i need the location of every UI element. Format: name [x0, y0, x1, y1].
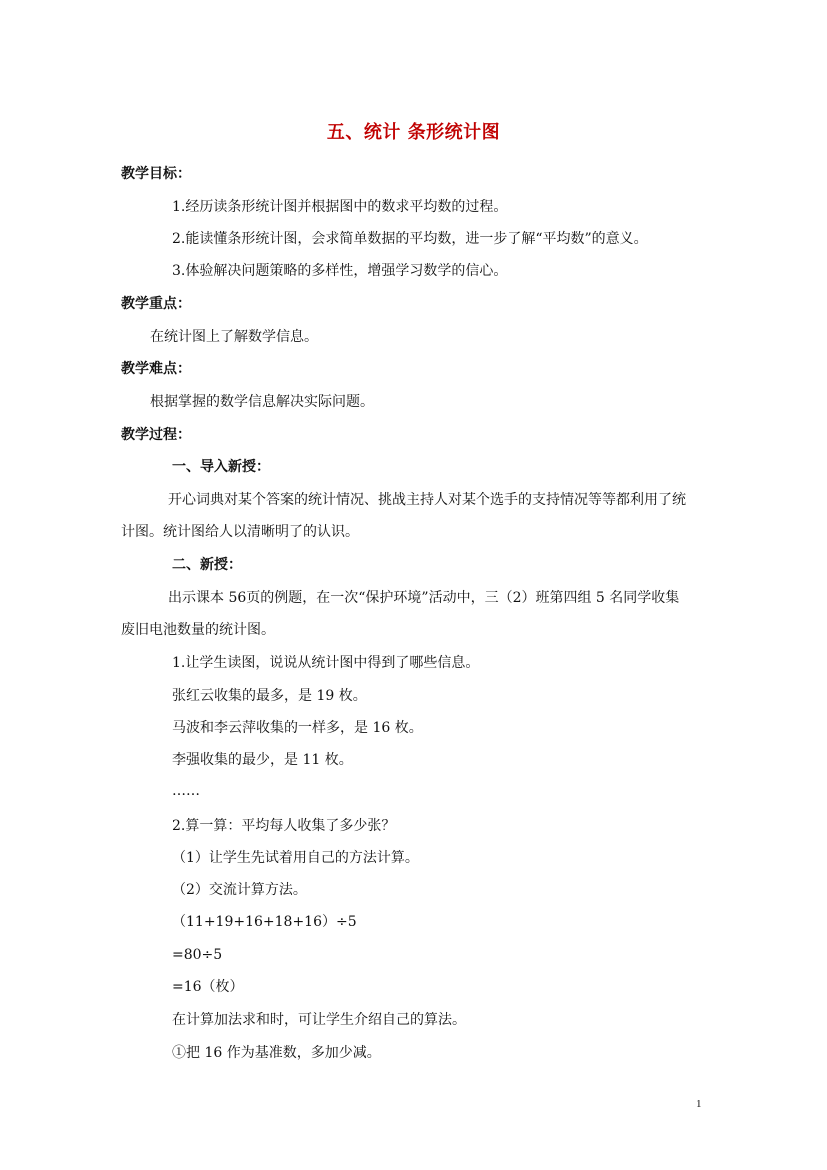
sub-step-1: （1）让学生先试着用自己的方法计算。: [172, 850, 419, 866]
info-line-3: 李强收集的最少，是 11 枚。: [172, 752, 353, 768]
calculation-line-3: =16（枚）: [172, 979, 244, 995]
section-1-heading: 一、导入新授：: [172, 459, 270, 475]
note-text: 在计算加法求和时，可让学生介绍自己的算法。: [172, 1012, 466, 1028]
objective-item-1: 1.经历读条形统计图并根据图中的数求平均数的过程。: [172, 199, 508, 215]
ellipsis-text: ……: [172, 783, 200, 799]
calculation-line-2: =80÷5: [172, 947, 223, 963]
step-2-text: 2.算一算：平均每人收集了多少张？: [172, 818, 396, 834]
objective-item-3: 3.体验解决问题策略的多样性，增强学习数学的信心。: [172, 263, 508, 279]
process-heading: 教学过程：: [121, 427, 191, 443]
page-number: 1: [696, 1098, 702, 1110]
section-2-paragraph-line-1: 出示课本 56页的例题，在一次“保护环境”活动中，三（2）班第四组 5 名同学收集: [168, 590, 680, 606]
sub-step-2: （2）交流计算方法。: [172, 882, 307, 898]
objective-item-2: 2.能读懂条形统计图，会求简单数据的平均数，进一步了解“平均数”的意义。: [172, 231, 648, 247]
section-1-paragraph-line-2: 计图。统计图给人以清晰明了的认识。: [121, 524, 359, 540]
section-2-paragraph-line-2: 废旧电池数量的统计图。: [121, 622, 275, 638]
key-points-text: 在统计图上了解数学信息。: [150, 329, 318, 345]
key-points-heading: 教学重点：: [121, 296, 191, 312]
calculation-line-1: （11+19+16+18+16）÷5: [172, 914, 357, 930]
section-2-heading: 二、新授：: [172, 557, 242, 573]
objectives-heading: 教学目标：: [121, 166, 191, 182]
info-line-1: 张红云收集的最多，是 19 枚。: [172, 688, 367, 704]
difficulties-heading: 教学难点：: [121, 361, 191, 377]
difficulties-text: 根据掌握的数学信息解决实际问题。: [150, 394, 374, 410]
document-title: 五、统计 条形统计图: [326, 122, 501, 143]
section-1-paragraph-line-1: 开心词典对某个答案的统计情况、挑战主持人对某个选手的支持情况等等都利用了统: [168, 492, 686, 508]
info-line-2: 马波和李云萍收集的一样多，是 16 枚。: [172, 720, 423, 736]
method-1-text: ①把 16 作为基准数，多加少减。: [172, 1045, 381, 1061]
step-1-text: 1.让学生读图，说说从统计图中得到了哪些信息。: [172, 655, 480, 671]
